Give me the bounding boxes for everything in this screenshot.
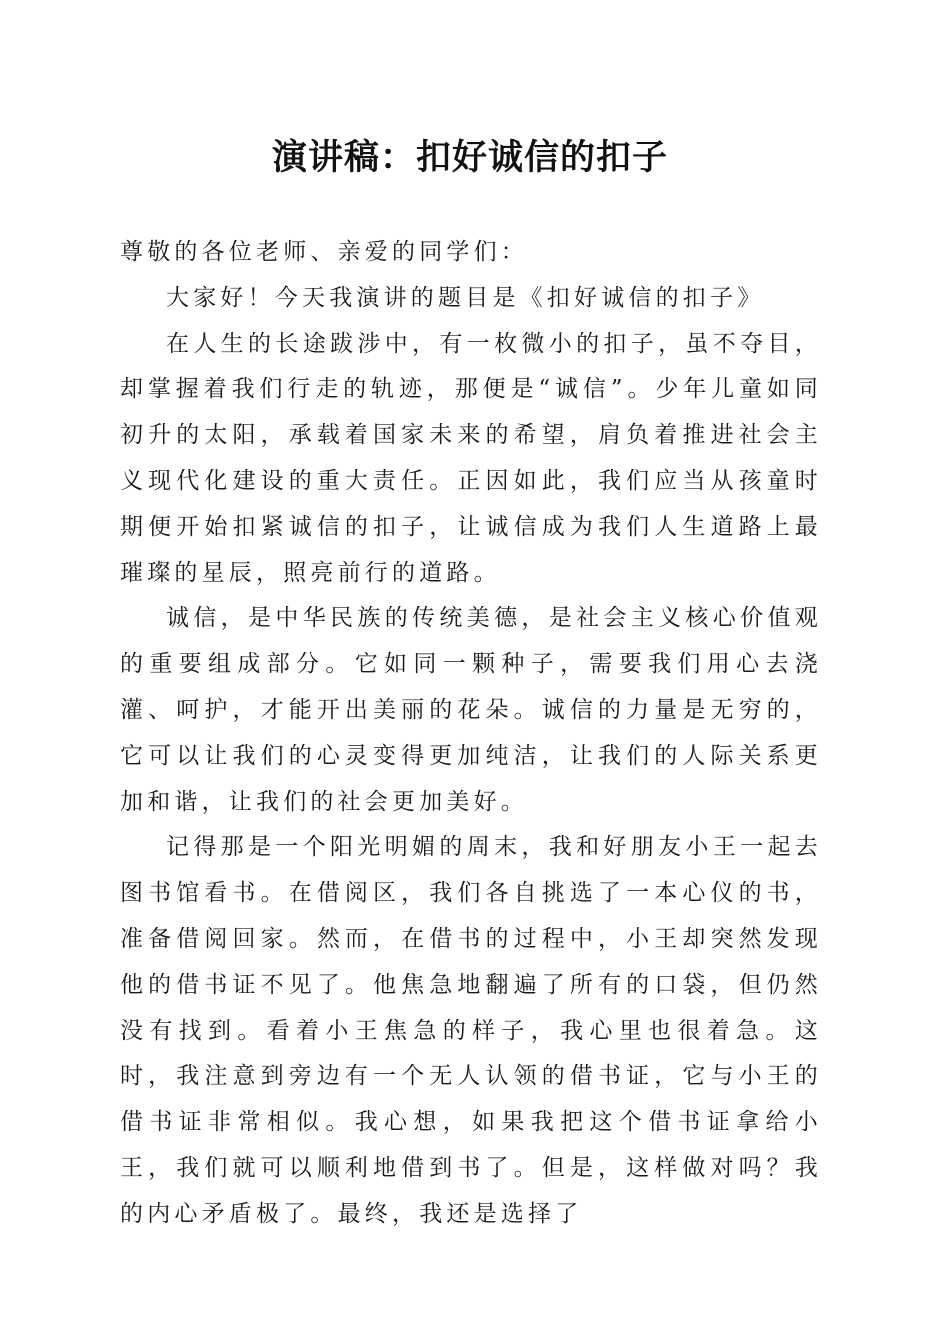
- paragraph-library-story: 记得那是一个阳光明媚的周末，我和好朋友小王一起去图书馆看书。在借阅区，我们各自挑选了一本心仪的书，准备借阅回家。然而，在借书的过程中，小王却突然发现他的借书证不见了。他焦急地翻遍了所有的口袋，但仍然没有找到。看着小王焦急的样子，我心里也很着急。这时，我注意到旁边有一个无人认领的借书证，它与小王的借书证非常相似。我心想，如果我把这个借书证拿给小王，我们就可以顺利地借到书了。但是，这样做对吗？我的内心矛盾极了。最终，我还是选择了: [120, 834, 822, 1227]
- salutation: 尊敬的各位老师、亲爱的同学们：: [120, 239, 528, 265]
- paragraph-intro: 在人生的长途跋涉中，有一枚微小的扣子，虽不夺目，却掌握着我们行走的轨迹，那便是“诚信”。少年儿童如同初升的太阳，承载着国家未来的希望，肩负着推进社会主义现代化建设的重大责任。正因如此，我们应当从孩童时期便开始扣紧诚信的扣子，让诚信成为我们人生道路上最璀璨的星辰，照亮前行的道路。: [120, 330, 822, 586]
- speech-body: [120, 230, 822, 1238]
- page-title: 演讲稿：扣好诚信的扣子: [271, 137, 668, 178]
- paragraph-greeting: 大家好！今天我演讲的题目是《扣好诚信的扣子》: [166, 284, 765, 311]
- paragraph-integrity-virtue: 诚信，是中华民族的传统美德，是社会主义核心价值观的重要组成部分。它如同一颗种子，需要我们用心去浇灌、呵护，才能开出美丽的花朵。诚信的力量是无穷的，它可以让我们的心灵变得更加纯洁，让我们的人际关系更加和谐，让我们的社会更加美好。: [120, 605, 822, 815]
